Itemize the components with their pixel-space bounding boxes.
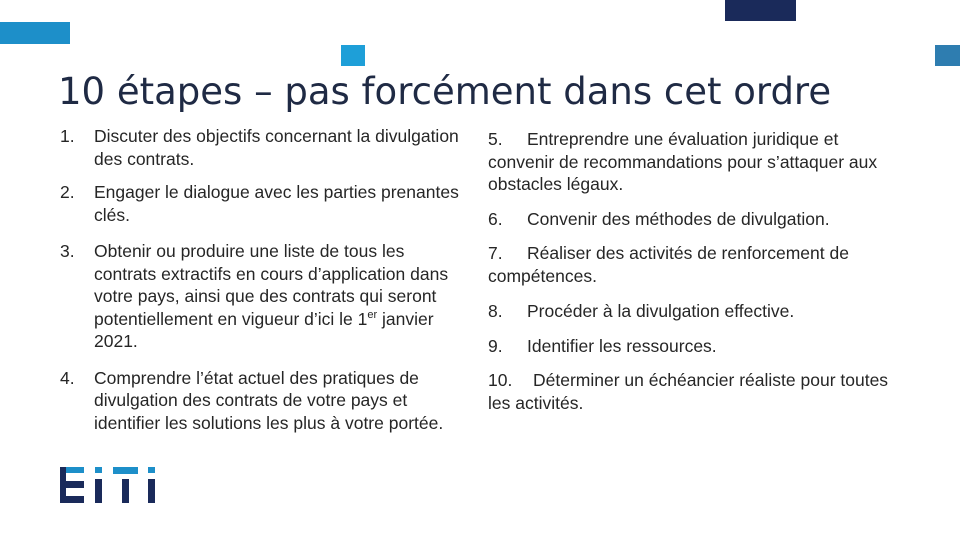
decor-bar-top-right [725, 0, 796, 21]
decor-bar-top-left [0, 22, 70, 44]
list-item [60, 125, 470, 170]
decor-square-right [935, 45, 960, 66]
list-item [60, 181, 470, 226]
step-number: 9. [488, 335, 503, 356]
list-item [488, 335, 908, 358]
eiti-logo-icon [60, 467, 160, 503]
list-item [488, 128, 908, 196]
step-text [94, 240, 470, 353]
list-item [60, 367, 470, 435]
step-text: Réaliser des activités de renforcement de compétences. [488, 243, 849, 286]
step-text: Identifier les ressources. [527, 335, 717, 356]
list-item [488, 208, 908, 231]
steps-list-right [488, 128, 908, 425]
step-number: 7. [488, 243, 503, 263]
step-text: Déterminer un échéancier réaliste pour toutes les activités. [488, 370, 889, 413]
step-text: Discuter des objectifs concernant la divulgation des contrats. [94, 126, 459, 169]
step-text-end: janvier 2021. [94, 308, 434, 351]
decor-square-small [341, 45, 365, 66]
step-number: 8. [488, 301, 503, 321]
step-text: Engager le dialogue avec les parties prenantes clés. [94, 182, 459, 225]
step-text: Convenir des méthodes de divulgation. [527, 208, 830, 229]
step-number: 6. [488, 208, 503, 229]
list-item [488, 242, 908, 287]
page-title: 10 étapes – pas forcément dans cet ordre [58, 70, 832, 113]
step-number: 10. [488, 370, 513, 390]
superscript-er: er [367, 308, 378, 321]
step-number: 4. [60, 367, 75, 388]
step-number: 5. [488, 129, 503, 149]
eiti-logo [60, 467, 160, 508]
step-number: 1. [60, 126, 75, 146]
step-number: 2. [60, 182, 75, 202]
steps-list-left [60, 125, 470, 445]
step-text: Comprendre l’état actuel des pratiques de divulgation des contrats de votre pays et identifier les solutions les plus à votre portée. [94, 367, 444, 433]
list-item [488, 300, 908, 323]
step-text: Entreprendre une évaluation juridique et convenir de recommandations pour s’attaquer aux obstacles légaux. [488, 129, 878, 194]
step-text: Procéder à la divulgation effective. [527, 301, 795, 321]
step-text-main: Obtenir ou produire une liste de tous les contrats extractifs en cours d’application dans votre pays, ainsi que des contrats qui seront potentiellement en vigueur d’ici le 1 [94, 241, 449, 329]
list-item [60, 240, 470, 353]
step-number: 3. [60, 241, 75, 261]
list-item [488, 369, 908, 414]
